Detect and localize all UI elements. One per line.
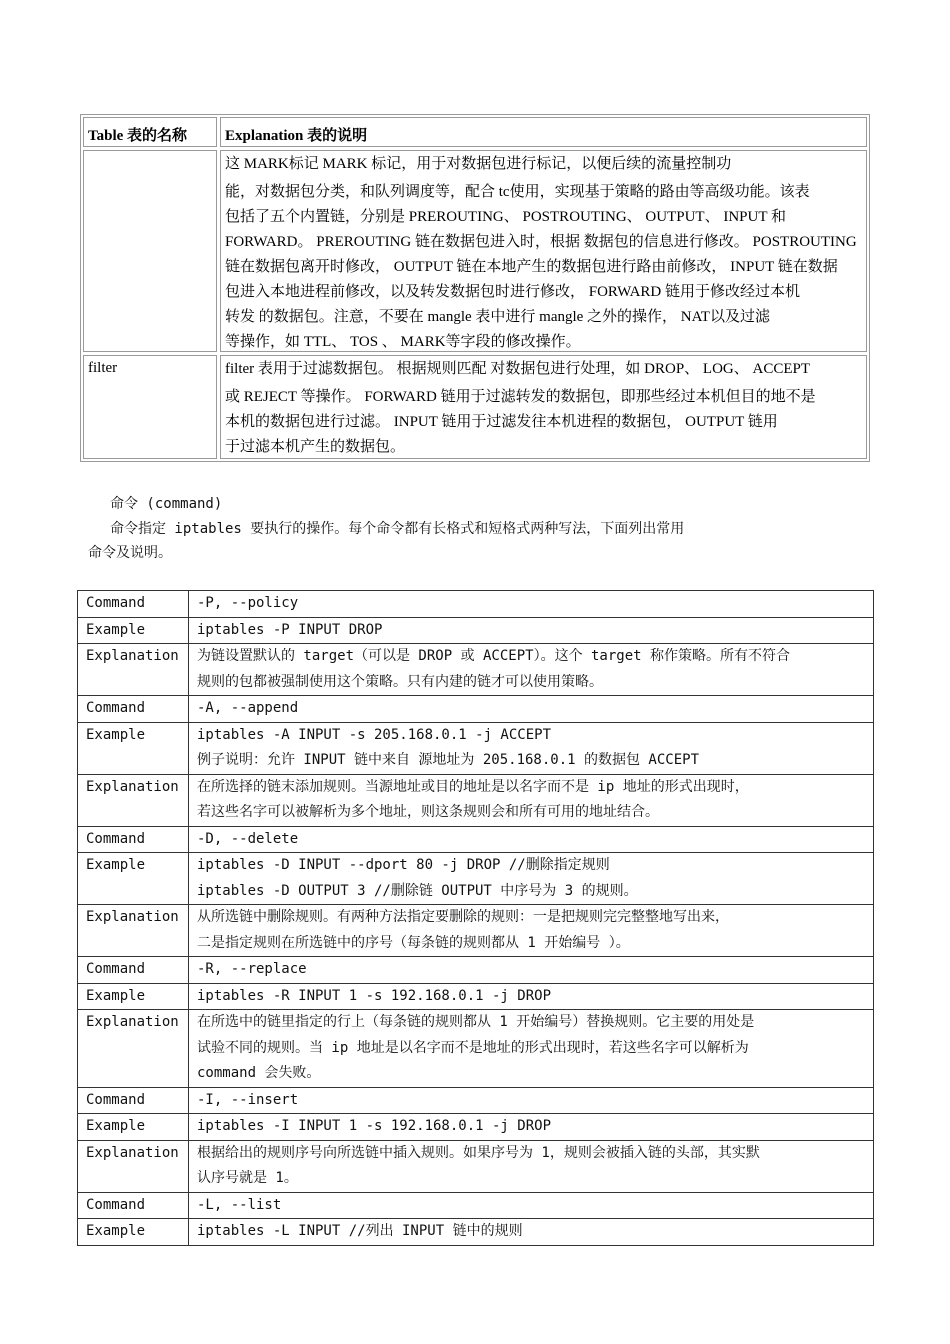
table-row [78, 905, 874, 957]
row-key-cell: Command [78, 1087, 189, 1114]
value-line: command 会失败。 [197, 1065, 321, 1081]
value-line: -D, --delete [197, 830, 299, 847]
row-value-cell [189, 644, 874, 696]
value-line: -A, --append [197, 700, 299, 716]
value-line: 规则的包都被强制使用这个策略。只有内建的链才可以使用策略。 [197, 673, 603, 690]
row-key-cell: Example [78, 617, 189, 644]
value-line: iptables -R INPUT 1 -s 192.168.0.1 -j DROP [197, 987, 552, 1004]
value-line: -L, --list [197, 1196, 282, 1213]
table-row-mangle [83, 150, 867, 352]
value-line: iptables -A INPUT -s 205.168.0.1 -j ACCEPT [197, 726, 552, 743]
row-value-cell [189, 853, 874, 905]
table-row [78, 591, 874, 618]
table-row [78, 1114, 874, 1141]
row-value-cell [189, 905, 874, 957]
command-reference-table [77, 590, 874, 1246]
table-row [78, 644, 874, 696]
row-value-cell [189, 1192, 874, 1219]
explanation-line: 转发 的数据包。注意，不要在 mangle 表中进行 mangle 之外的操作， NAT以及过滤 [225, 309, 770, 325]
value-line: 例子说明：允许 INPUT 链中来自 源地址为 205.168.0.1 的数据包 ACCEPT [197, 752, 700, 768]
row-value-cell [189, 722, 874, 774]
row-key-cell: Example [78, 853, 189, 905]
value-line: iptables -P INPUT DROP [197, 621, 383, 638]
row-key-cell: Command [78, 957, 189, 984]
value-line: 认序号就是 1。 [197, 1170, 298, 1186]
row-value-cell [189, 591, 874, 618]
table-row [78, 957, 874, 984]
explanation-line: 包括了五个内置链，分别是 PREROUTING、 POSTROUTING、 OUTPUT、 INPUT 和 [225, 209, 786, 225]
command-intro [88, 492, 878, 566]
table-row [78, 983, 874, 1010]
row-value-cell [189, 826, 874, 853]
row-value-cell [189, 696, 874, 723]
row-value-cell [189, 1010, 874, 1088]
value-line: iptables -L INPUT //列出 INPUT 链中的规则 [197, 1223, 523, 1239]
intro-paragraph-line: 命令指定 iptables 要执行的操作。每个命令都有长格式和短格式两种写法，下面列出常用 [110, 520, 685, 537]
explanation-line: filter 表用于过滤数据包。 根据规则匹配 对数据包进行处理，如 DROP、 LOG、 ACCEPT [225, 361, 811, 377]
value-line: 若这些名字可以被解析为多个地址，则这条规则会和所有可用的地址结合。 [197, 804, 659, 820]
row-value-cell [189, 1114, 874, 1141]
row-key-cell: Example [78, 983, 189, 1010]
row-key-cell: Command [78, 826, 189, 853]
row-value-cell [189, 617, 874, 644]
intro-paragraph-line: 命令及说明。 [88, 545, 172, 561]
row-value-cell [189, 774, 874, 826]
explanation-line: 能，对数据包分类，和队列调度等，配合 tc使用，实现基于策略的路由等高级功能。该表 [225, 184, 810, 200]
row-key-cell: Command [78, 1192, 189, 1219]
table-row [78, 617, 874, 644]
row-key-cell: Command [78, 591, 189, 618]
table-row [78, 1010, 874, 1088]
table-explanation-cell [220, 150, 867, 352]
table-header-row [83, 117, 867, 147]
table-row [78, 1219, 874, 1246]
table-name-cell: filter [83, 355, 217, 459]
value-line: 试验不同的规则。当 ip 地址是以名字而不是地址的形式出现时，若这些名字可以解析为 [197, 1039, 749, 1056]
table-row-filter [83, 355, 867, 459]
section-heading: 命令 (command) [110, 496, 223, 512]
explanation-line: FORWARD。 PREROUTING 链在数据包进入时，根据 数据包的信息进行修改。 POSTROUTING [225, 234, 857, 250]
value-line: 在所选择的链末添加规则。当源地址或目的地址是以名字而不是 ip 地址的形式出现时， [197, 778, 749, 795]
row-key-cell: Explanation [78, 774, 189, 826]
table-row [78, 1192, 874, 1219]
explanation-line: 包进入本地进程前修改，以及转发数据包时进行修改， FORWARD 链用于修改经过本机 [225, 284, 801, 300]
table-row [78, 1140, 874, 1192]
row-key-cell: Example [78, 1114, 189, 1141]
explanation-line: 于过滤本机产生的数据包。 [225, 439, 406, 455]
row-key-cell: Explanation [78, 644, 189, 696]
row-value-cell [189, 1219, 874, 1246]
value-line: 在所选中的链里指定的行上（每条链的规则都从 1 开始编号）替换规则。它主要的用处是 [197, 1014, 755, 1030]
value-line: 二是指定规则在所选链中的序号（每条链的规则都从 1 开始编号 ）。 [197, 934, 630, 951]
row-value-cell [189, 983, 874, 1010]
explanation-line: 等操作，如 TTL、 TOS 、 MARK等字段的修改操作。 [225, 334, 581, 350]
command-table-body [78, 591, 874, 1246]
table-row [78, 722, 874, 774]
table-name-cell [83, 150, 217, 352]
value-line: iptables -I INPUT 1 -s 192.168.0.1 -j DROP [197, 1118, 552, 1134]
explanation-line: 链在数据包离开时修改， OUTPUT 链在本地产生的数据包进行路由前修改， INPUT 链在数据 [225, 259, 838, 275]
row-key-cell: Explanation [78, 905, 189, 957]
table-explanation-cell [220, 355, 867, 459]
table-row [78, 826, 874, 853]
table-row [78, 774, 874, 826]
value-line: iptables -D OUTPUT 3 //删除链 OUTPUT 中序号为 3 的规则。 [197, 882, 638, 899]
header-explanation: Explanation 表的说明 [220, 117, 867, 147]
value-line: -P, --policy [197, 595, 299, 611]
value-line: -R, --replace [197, 961, 307, 977]
row-value-cell [189, 1140, 874, 1192]
row-key-cell: Command [78, 696, 189, 723]
value-line: 根据给出的规则序号向所选链中插入规则。如果序号为 1，规则会被插入链的头部，其实默 [197, 1144, 760, 1161]
explanation-line: 这 MARK标记 MARK 标记，用于对数据包进行标记，以便后续的流量控制功 [225, 156, 732, 172]
explanation-line: 本机的数据包进行过滤。 INPUT 链用于过滤发往本机进程的数据包， OUTPUT 链用 [225, 414, 778, 430]
row-key-cell: Explanation [78, 1010, 189, 1088]
row-key-cell: Example [78, 1219, 189, 1246]
row-value-cell [189, 957, 874, 984]
header-table-name: Table 表的名称 [83, 117, 217, 147]
value-line: -I, --insert [197, 1091, 299, 1108]
table-row [78, 853, 874, 905]
value-line: 从所选链中删除规则。有两种方法指定要删除的规则：一是把规则完完整整地写出来， [197, 909, 729, 925]
row-key-cell: Example [78, 722, 189, 774]
tables-explanation-table [80, 114, 870, 462]
table-row [78, 696, 874, 723]
table-row [78, 1087, 874, 1114]
explanation-line: 或 REJECT 等操作。 FORWARD 链用于过滤转发的数据包，即那些经过本机但目的地不是 [225, 389, 816, 405]
row-value-cell [189, 1087, 874, 1114]
value-line: iptables -D INPUT --dport 80 -j DROP //删除指定规则 [197, 857, 610, 873]
value-line: 为链设置默认的 target（可以是 DROP 或 ACCEPT）。这个 target 称作策略。所有不符合 [197, 648, 791, 664]
row-key-cell: Explanation [78, 1140, 189, 1192]
